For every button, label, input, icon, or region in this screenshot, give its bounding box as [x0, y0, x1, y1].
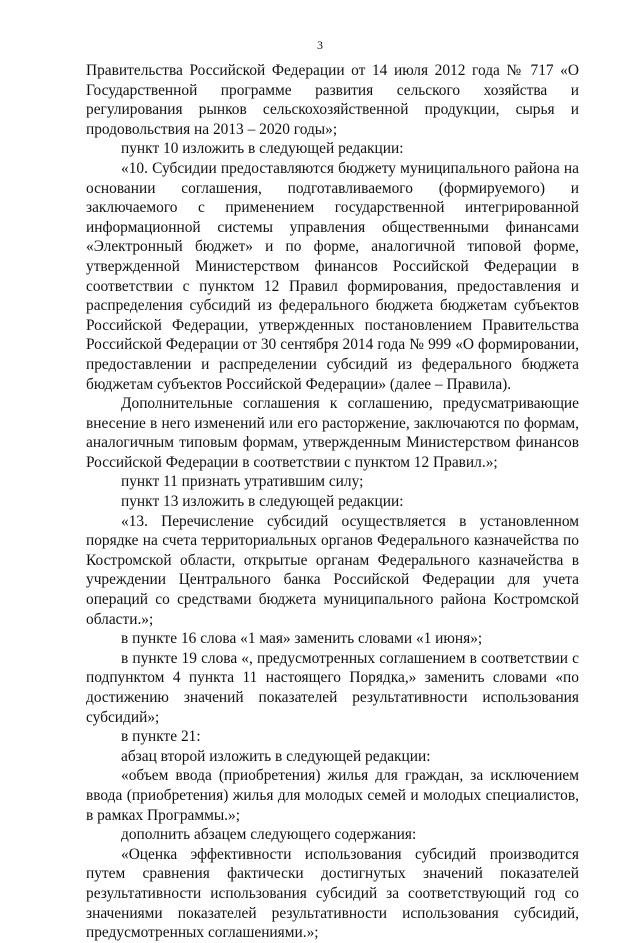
paragraph: дополнить абзацем следующего содержания:	[121, 826, 417, 844]
paragraph: «объем ввода (приобретения) жилья для граждан, за исключением ввода (приобретения) жилья для молодых семей и молодых специалистов, в рамках Программы.»;	[86, 767, 579, 824]
paragraph: в пункте 16 слова «1 мая» заменить словами «1 июня»;	[121, 630, 483, 648]
paragraph: Дополнительные соглашения к соглашению, предусматривающие внесение в него изменений или его расторжение, заключаются по формам, аналогичным типовым формам, утвержденным Министерством финансов Российской Федерации в соответствии с пунктом 12 Правил.»;	[86, 395, 579, 471]
paragraph: Правительства Российской Федерации от 14 июля 2012 года № 717 «О Государственной программе развития сельского хозяйства и регулирования рынков сельскохозяйственной продукции, сырья и продовольствия на 2013 – 2020 годы»;	[86, 62, 579, 138]
paragraph: пункт 11 признать утратившим силу;	[121, 473, 364, 491]
paragraph: в пункте 19 слова «, предусмотренных соглашением в соответствии с подпунктом 4 пункта 11 настоящего Порядка,» заменить словами «по достижению значений показателей результативности использования субсидий»;	[86, 649, 579, 726]
paragraph: пункт 13 изложить в следующей редакции:	[121, 493, 404, 511]
document-body	[86, 61, 579, 943]
paragraph: «13. Перечисление субсидий осуществляется в установленном порядке на счета территориальных органов Федерального казначейства по Костромской области, открытые органам Федерального казначейства в учреждении Центрального банка Российской Федерации для учета операций со средствами бюджета муниципального района Костромской области.»;	[86, 512, 579, 628]
paragraph: «10. Субсидии предоставляются бюджету муниципального района на основании соглашения, подготавливаемого (формируемого) и заключаемого с применением государственной интегрированной информационной системы управления общественными финансами «Электронный бюджет» и по форме, аналогичной типовой форме, утвержденной Министерством финансов Российской Федерации в соответствии с пунктом 12 Правил формирования, предоставления и распределения субсидий из федерального бюджета бюджетам субъектов Российской Федерации, утвержденных постановлением Правительства Российской Федерации от 30 сентября 2014 года № 999 «О формировании, предоставлении и распределении субсидий из федерального бюджета бюджетам субъектов Российской Федерации» (далее – Правила).	[86, 159, 579, 393]
paragraph: абзац второй изложить в следующей редакции:	[121, 747, 431, 765]
paragraph: пункт 10 изложить в следующей редакции:	[121, 140, 404, 158]
paragraph: «Оценка эффективности использования субсидий производится путем сравнения фактически достигнутых значений показателей результативности использования субсидий за соответствующий год со значениями показателей результативности использования субсидий, предусмотренных соглашениями.»;	[86, 845, 579, 942]
paragraph: в пункте 21:	[121, 728, 201, 746]
page-number: 3	[317, 38, 323, 52]
